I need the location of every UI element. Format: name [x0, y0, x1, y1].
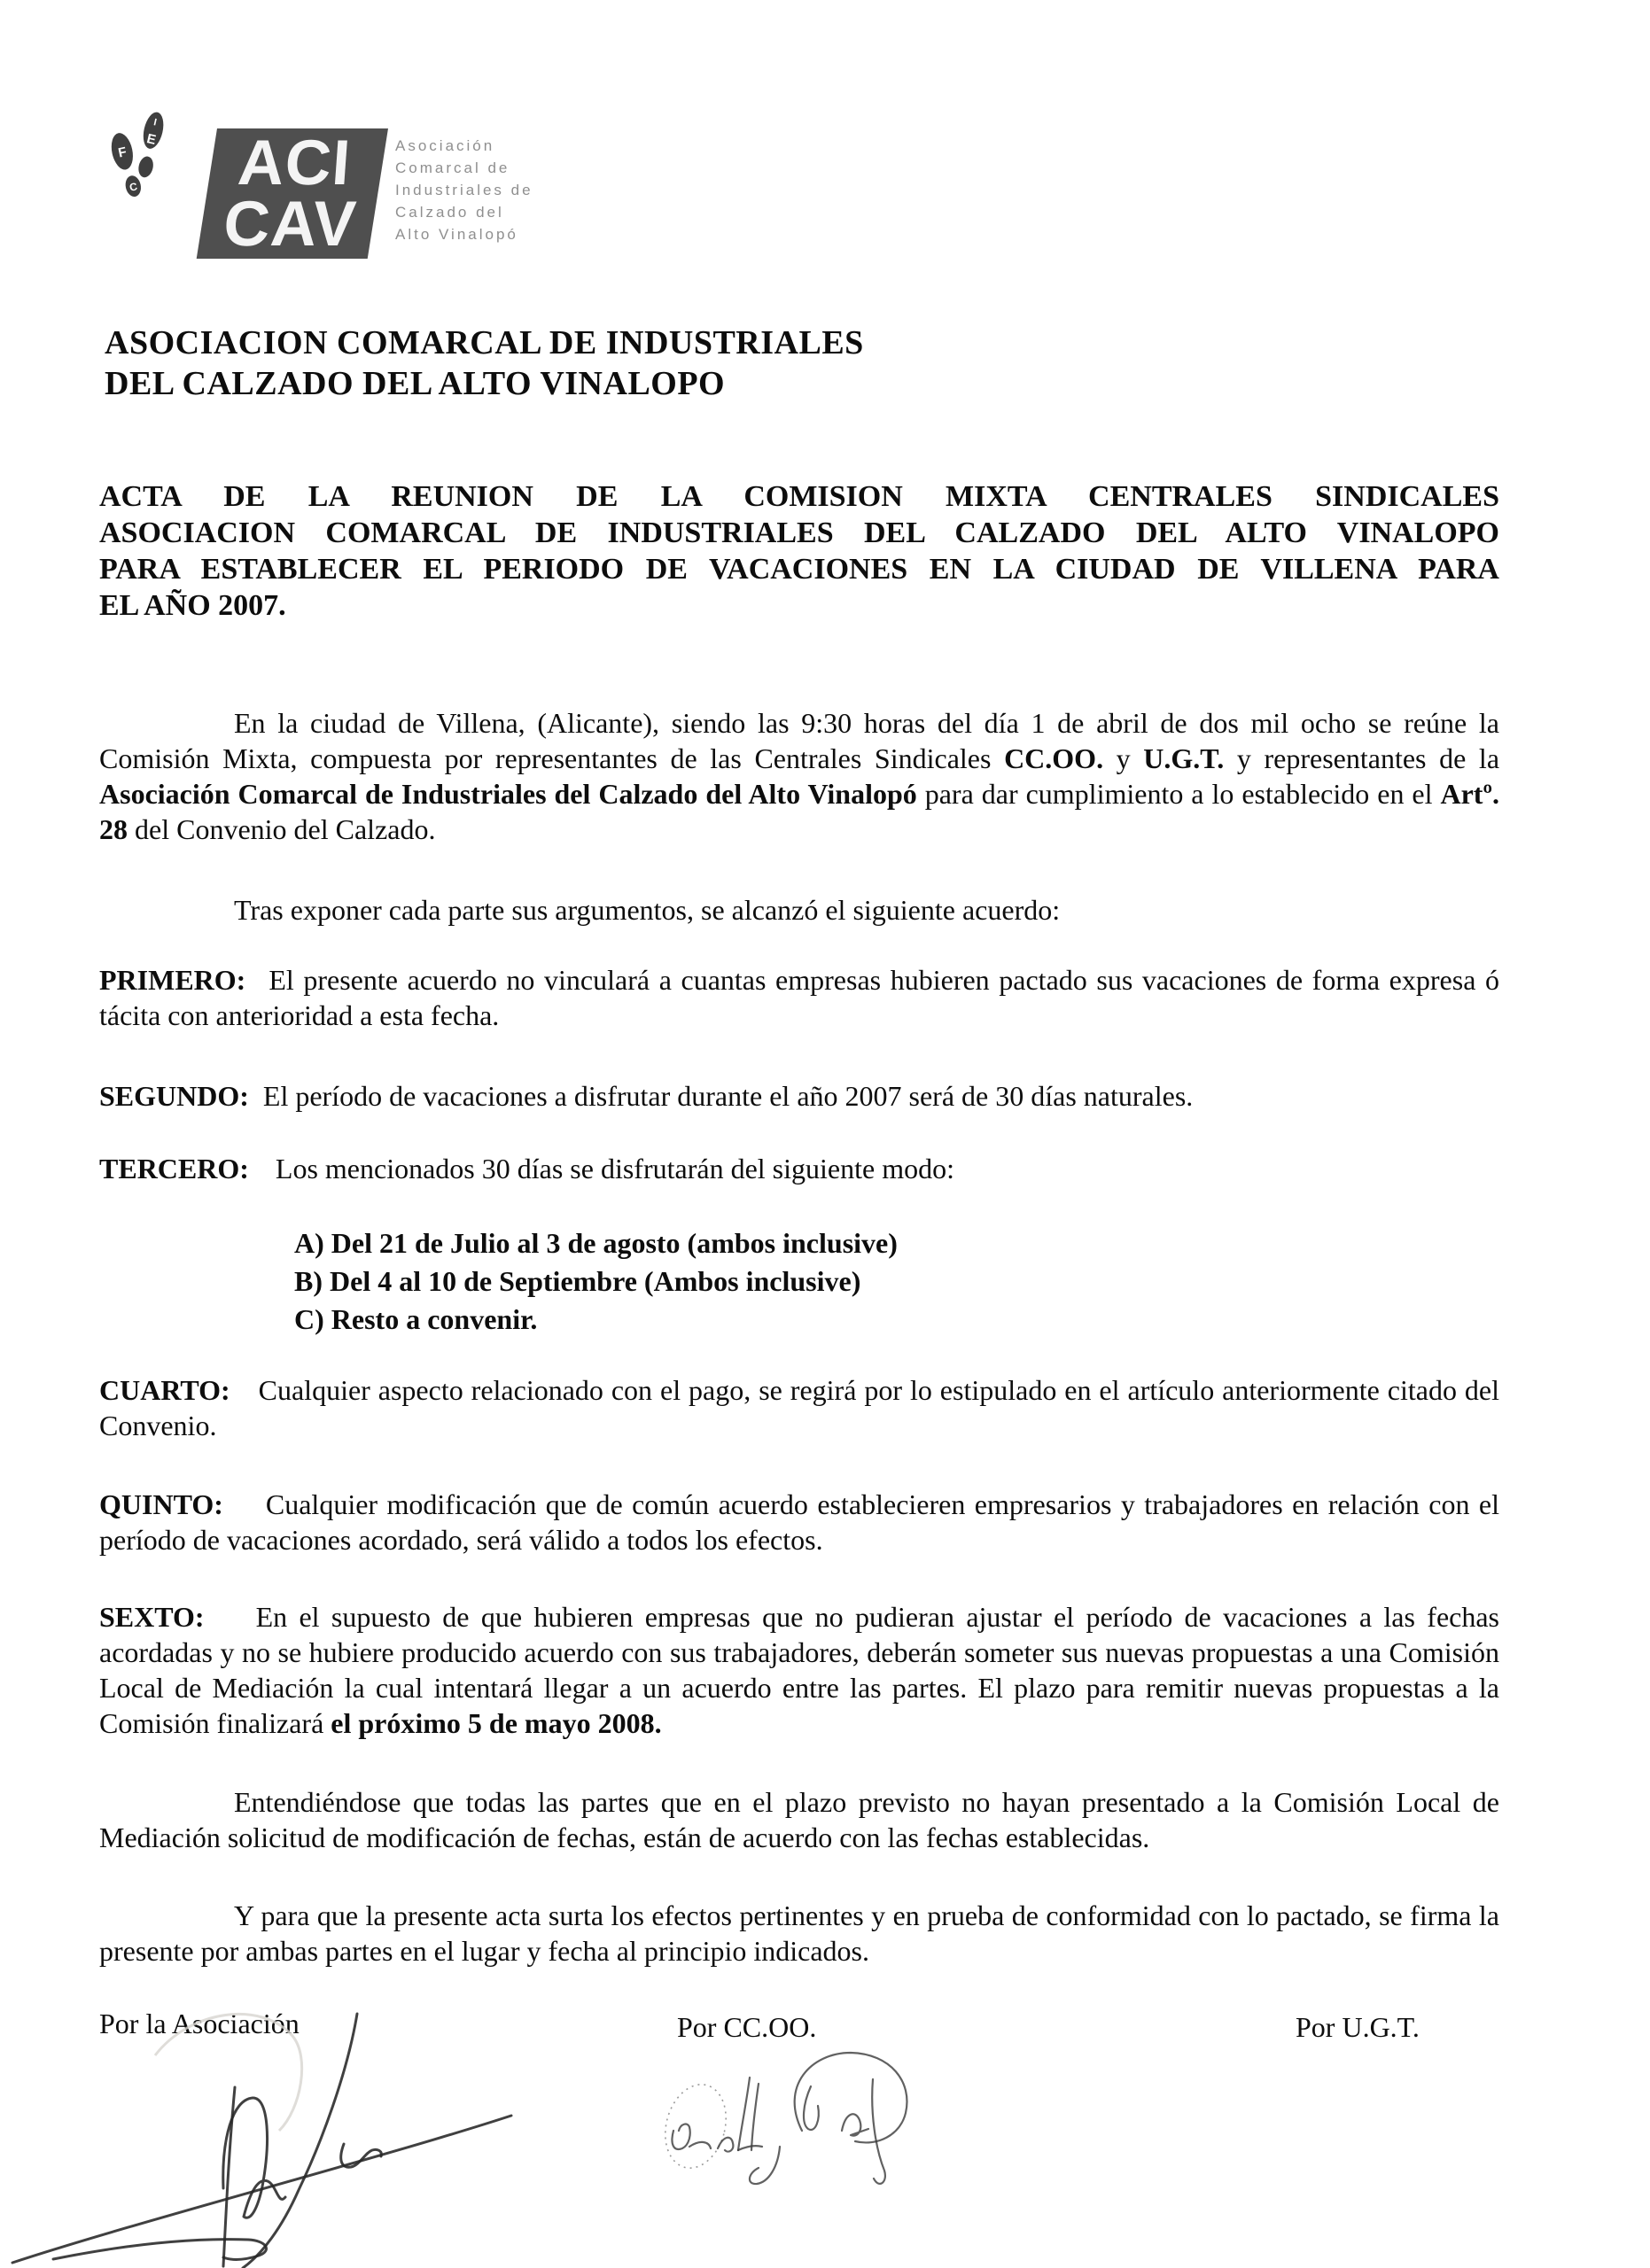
section-label: SEGUNDO: — [99, 1080, 249, 1112]
footprint-letter-e: E — [144, 131, 158, 148]
intro-run: para dar cumplimiento a lo establecido en el — [916, 778, 1441, 810]
signature-label-ccoo-text: Por CC.OO. — [677, 2011, 817, 2043]
logo-acronym-line1: ACI — [236, 127, 354, 198]
agreement-lead-paragraph — [99, 892, 1499, 928]
section-text: En el supuesto de que hubieren empresas que no pudieran ajustar el período de vacaciones a las fechas acordadas y no se hubiere producido acuerdo con sus trabajadores, deberán someter sus nuevas propuestas a una Comisión Local de Mediación la cual intentará llegar a un acuerdo entre las partes. El plazo para remitir nuevas propuestas a la Comisión finalizará — [99, 1601, 1499, 1739]
logo-side-text — [395, 135, 533, 245]
section-text: El presente acuerdo no vinculará a cuantas empresas hubieren pactado sus vacaciones de forma expresa ó tácita con anterioridad a esta fecha. — [99, 964, 1499, 1031]
footprint-letter-c: C — [128, 180, 139, 194]
closing-paragraph-2 — [99, 1898, 1499, 1969]
vacation-period-list — [294, 1224, 898, 1339]
section-tercero — [99, 1151, 1499, 1186]
organization-heading — [105, 322, 864, 404]
section-label: TERCERO: — [99, 1153, 249, 1184]
logo-side-line: Calzado del — [395, 204, 504, 221]
ccoo-signature — [647, 2042, 930, 2197]
intro-run-articulo: Artº. 28 — [99, 778, 1500, 845]
section-text: Cualquier aspecto relacionado con el pago, se regirá por lo estipulado en el artículo anteriormente citado del Convenio. — [99, 1374, 1499, 1441]
section-sexto — [99, 1599, 1499, 1741]
intro-run-ugt: U.G.T. — [1143, 742, 1225, 774]
closing-text-1: Entendiéndose que todas las partes que en el plazo previsto no hayan presentado a la Comisión Local de Mediación solicitud de modificación de fechas, están de acuerdo con las fechas establecidas. — [99, 1786, 1499, 1853]
closing-text-2: Y para que la presente acta surta los efectos pertinentes y en prueba de conformidad con lo pactado, se firma la presente por ambas partes en el lugar y fecha al principio indicados. — [99, 1899, 1499, 1967]
section-text: Cualquier modificación que de común acuerdo establecieren empresarios y trabajadores en relación con el período de vacaciones acordado, será válido a todos los efectos. — [99, 1488, 1499, 1556]
vacation-item-a: A) Del 21 de Julio al 3 de agosto (ambos inclusive) — [294, 1227, 898, 1259]
intro-run: y representantes de la — [1224, 742, 1500, 774]
footprints-logo-icon — [108, 106, 170, 217]
section-deadline-text: el próximo 5 de mayo 2008. — [331, 1707, 662, 1739]
document-title-line: EL AÑO 2007. — [99, 589, 286, 622]
agreement-lead-text: Tras exponer cada parte sus argumentos, se alcanzó el siguiente acuerdo: — [234, 894, 1061, 926]
signature-label-ccoo — [677, 2011, 816, 2044]
section-label: QUINTO: — [99, 1488, 223, 1520]
intro-run: y — [1103, 742, 1144, 774]
logo-side-line: Industriales de — [395, 182, 533, 198]
intro-run: del Convenio del Calzado. — [128, 813, 436, 845]
document-title-line: ACTA DE LA REUNION DE LA COMISION MIXTA CENTRALES SINDICALES — [99, 480, 1499, 513]
vacation-item-c: C) Resto a convenir. — [294, 1303, 538, 1335]
organization-heading-line2: DEL CALZADO DEL ALTO VINALOPO — [105, 365, 726, 402]
vacation-item-b: B) Del 4 al 10 de Septiembre (Ambos inclusive) — [294, 1265, 861, 1297]
section-quinto — [99, 1487, 1499, 1557]
asociacion-signature — [0, 1984, 549, 2268]
logo-side-line: Comarcal de — [395, 159, 510, 176]
section-text: Los mencionados 30 días se disfrutarán del siguiente modo: — [275, 1153, 954, 1184]
section-label: SEXTO: — [99, 1601, 205, 1633]
intro-run-ccoo: CC.OO. — [1004, 742, 1104, 774]
section-text: El período de vacaciones a disfrutar durante el año 2007 será de 30 días naturales. — [262, 1080, 1194, 1112]
signature-label-asociacion-text: Por la Asociación — [99, 2008, 300, 2039]
intro-paragraph — [99, 705, 1499, 847]
document-title — [99, 478, 1499, 624]
section-primero — [99, 962, 1499, 1033]
section-label: PRIMERO: — [99, 964, 246, 996]
logo-side-line: Alto Vinalopó — [395, 226, 518, 243]
signature-label-ugt-text: Por U.G.T. — [1296, 2011, 1420, 2043]
left-footprint-icon — [108, 131, 143, 199]
document-title-line: PARA ESTABLECER EL PERIODO DE VACACIONES EN LA CIUDAD DE VILLENA PARA — [99, 553, 1499, 586]
signature-label-ugt — [1296, 2011, 1420, 2044]
intro-run-asociacion: Asociación Comarcal de Industriales del Calzado del Alto Vinalopó — [99, 778, 917, 810]
document-title-line: ASOCIACION COMARCAL DE INDUSTRIALES DEL CALZADO DEL ALTO VINALOPO — [99, 517, 1499, 549]
closing-paragraph-1 — [99, 1784, 1499, 1855]
section-segundo — [99, 1078, 1499, 1114]
intro-run: En la ciudad de Villena, (Alicante), siendo las 9:30 horas del día 1 de abril de dos mil ocho se reúne la Comisión Mixta, compuesta por representantes de las Centrales Sindicales — [99, 707, 1499, 774]
aci-cav-logo — [197, 128, 388, 259]
logo-side-line: Asociación — [395, 137, 495, 154]
section-cuarto — [99, 1372, 1499, 1443]
footprint-letter-f: F — [116, 144, 128, 161]
logo-acronym-line2: CAV — [221, 188, 360, 260]
section-label: CUARTO: — [99, 1374, 230, 1406]
organization-heading-line1: ASOCIACION COMARCAL DE INDUSTRIALES — [105, 324, 864, 361]
footprint-letter-i: I — [152, 117, 158, 128]
right-footprint-icon — [134, 110, 167, 179]
